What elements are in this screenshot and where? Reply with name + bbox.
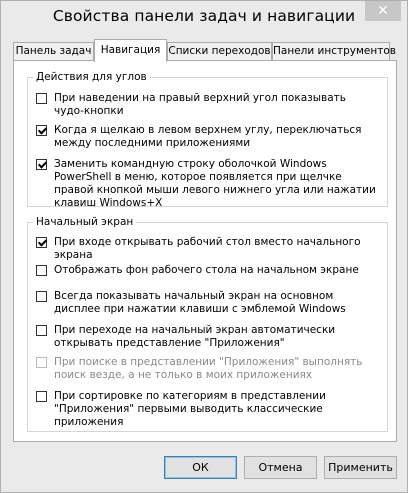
option-powershell[interactable] xyxy=(36,158,379,209)
corners-group-title: Действия для углов xyxy=(33,70,150,84)
checkbox-boot-to-desktop[interactable] xyxy=(36,237,47,248)
checkbox-desktop-background[interactable] xyxy=(36,265,47,276)
option-search-everywhere xyxy=(36,356,379,384)
navigation-panel xyxy=(13,60,397,442)
tab-strip xyxy=(13,39,397,61)
start-screen-group-title: Начальный экран xyxy=(33,215,136,229)
option-switch-recent-apps-label: Когда я щелкаю в левом верхнем углу, переключаться между последними приложениями xyxy=(54,124,362,149)
tab-taskbar[interactable]: Панель задач xyxy=(13,42,94,60)
option-desktop-apps-first-label: При сортировке по категориям в представлении "Приложения" первыми выводить классические приложения xyxy=(54,390,326,428)
option-show-charms[interactable] xyxy=(36,92,379,120)
option-apps-view-label: При переходе на начальный экран автоматически открывать представление "Приложения" xyxy=(54,324,336,349)
option-boot-to-desktop-label: При входе открывать рабочий стол вместо начального экрана xyxy=(54,236,361,261)
close-icon: ✕ xyxy=(377,3,389,19)
close-button[interactable] xyxy=(365,1,401,21)
title-bar[interactable] xyxy=(1,1,407,35)
option-desktop-background-label: Отображать фон рабочего стола на начальном экране xyxy=(54,264,359,276)
option-main-display-label: Всегда показывать начальный экран на основном дисплее при нажатии клавиши с эмблемой Windows xyxy=(54,290,346,315)
ok-button[interactable]: ОК xyxy=(164,456,237,479)
start-screen-group xyxy=(27,216,388,432)
checkbox-main-display[interactable] xyxy=(36,291,47,302)
option-powershell-label: Заменить командную строку оболочкой Windows PowerShell в меню, которое появляется при щелчке правой кнопкой мыши левого нижнего угла или нажатии клавиш Windows+X xyxy=(54,158,376,209)
checkbox-powershell[interactable] xyxy=(36,159,47,170)
cancel-button[interactable]: Отмена xyxy=(244,456,317,479)
corners-group xyxy=(27,71,388,209)
tab-navigation[interactable]: Навигация xyxy=(94,39,167,62)
option-show-charms-label: При наведении на правый верхний угол показывать чудо-кнопки xyxy=(54,92,346,117)
checkbox-apps-view[interactable] xyxy=(36,325,47,336)
checkbox-search-everywhere xyxy=(36,357,47,368)
apply-button[interactable]: Применить xyxy=(324,456,397,479)
option-desktop-apps-first[interactable] xyxy=(36,390,379,428)
tab-jump-lists[interactable]: Списки переходов xyxy=(167,42,272,60)
window-title: Свойства панели задач и навигации xyxy=(52,7,356,25)
checkbox-show-charms[interactable] xyxy=(36,93,47,104)
option-boot-to-desktop[interactable] xyxy=(36,236,379,261)
option-switch-recent-apps[interactable] xyxy=(36,124,379,152)
option-desktop-background[interactable] xyxy=(36,264,379,280)
option-main-display[interactable] xyxy=(36,290,379,318)
checkbox-desktop-apps-first[interactable] xyxy=(36,391,47,402)
option-apps-view[interactable] xyxy=(36,324,379,352)
checkbox-switch-recent-apps[interactable] xyxy=(36,125,47,136)
tab-toolbars[interactable]: Панели инструментов xyxy=(272,42,390,60)
option-search-everywhere-label: При поиске в представлении "Приложения" выполнять поиск везде, а не только в моих приложениях xyxy=(54,356,363,381)
